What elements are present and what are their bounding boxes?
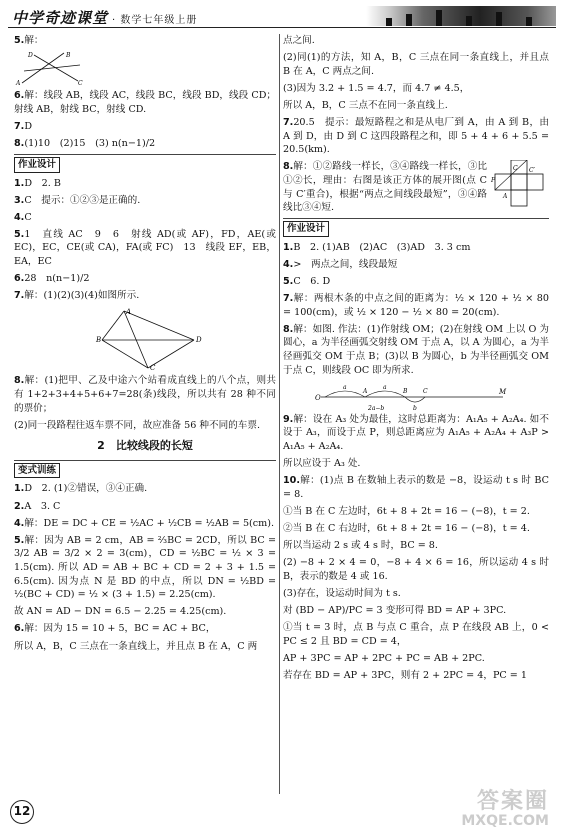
- list-item: 所以应设于 A₃ 处.: [283, 458, 361, 470]
- list-item: 1.B 2. (1)AB (2)AC (3)AD 3. 3 cm: [283, 241, 471, 253]
- list-item: 6.解：因为 15 = 10 + 5，BC = AC + BC，: [14, 623, 216, 635]
- section-label-homework-right: 作业设计: [283, 221, 329, 236]
- list-item: 4.C: [14, 211, 32, 223]
- list-item: 所以 A，B，C 三点不在同一条直线上.: [283, 99, 448, 111]
- list-item: 5.解：因为 AB = 2 cm，AB = ⅔BC = 2CD，所以 BC = 3/2 AB = 3/2 × 2 = 3(cm)，CD = ½BC = ½ × 3 = 1.5(cm). 所以 AD = AB + BC + CD = 2 + 3 + 1.5 = 6.5(cm). 因为点 N 是 BD 的中点，所以 DN = ½BD = ½(BC + CD) = ½ × (3 + 1.5) = 2.25(cm).: [14, 534, 276, 601]
- svg-text:C: C: [150, 364, 156, 373]
- list-item: 若存在 BD = AP + 3PC，则有 2 + 2PC = 4，PC = 1: [283, 670, 527, 682]
- page-header: [8, 6, 556, 28]
- column-divider: [279, 34, 280, 794]
- left-after-list: [14, 374, 276, 432]
- list-item: 7.解：两根木条的中点之间的距离为：½ × 120 + ½ × 80 = 100(cm)，或 ½ × 120 − ½ × 80 = 20(cm).: [283, 293, 549, 318]
- list-item: 所以 A，B，C 三点在一条直线上，并且点 B 在 A，C 两: [14, 640, 258, 652]
- book-brand: [12, 8, 197, 29]
- svg-text:C′: C′: [529, 167, 535, 175]
- list-item: 7.解：(1)(2)(3)(4)如图所示.: [14, 290, 140, 302]
- list-item: (2)同一段路程往返车票不同，故应准备 56 种不同的车票.: [14, 419, 261, 431]
- right-after-list: [283, 413, 549, 683]
- cube-net-figure: [489, 160, 549, 210]
- list-item: 8.解：如图. 作法：(1)作射线 OM；(2)在射线 OM 上以 O 为圆心，a 为半径画弧交射线 OM 于点 A，以 A 为圆心，a 为半径画弧交 OM 于点 B；(3)以 B 为圆心，b 为半径画弧交 OM 于点 C，则线段 OC 即为所求.: [283, 323, 549, 376]
- svg-text:B: B: [403, 387, 408, 395]
- list-item: 8.解：(1)把甲、乙及中途六个站看成直线上的八个点，则共有 1+2+3+4+5+6+7=28(条)线段，所以共有 28 种不同的票价；: [14, 375, 276, 414]
- list-item: 10.解：(1)点 B 在数轴上表示的数是 −8，设运动 t s 时 BC = 8.: [283, 475, 549, 500]
- list-item: 对 (BD − AP)/PC = 3 变形可得 BD = AP + 3PC.: [283, 605, 507, 617]
- svg-text:A: A: [363, 387, 368, 395]
- right-top-list: [283, 34, 549, 215]
- list-item: AP + 3PC = AP + 2PC + PC = AB + 2PC.: [283, 652, 485, 664]
- list-item: ①当 t = 3 时，点 B 与点 C 重合，点 P 在线段 AB 上，0 < PC ≤ 2 且 BD = CD = 4，: [283, 622, 549, 647]
- svg-text:a: a: [343, 383, 347, 391]
- crossing-lines-figure: [14, 51, 84, 87]
- list-item: (2) −8 + 2 × 4 = 0，−8 + 4 × 6 = 16，所以运动 4 s 时 B，表示的数是 4 或 16.: [283, 557, 549, 582]
- list-item: 9.解：设在 A₃ 处为最佳，这时总距离为：A₁A₅ + A₂A₄. 如不设于 A₃，而设于点 P，则总距离应为 A₁A₅ + A₂A₄ + A₃P > A₁A₅ + A₂A₄.: [283, 413, 549, 452]
- page-number: 12: [10, 800, 34, 824]
- list-item: 6.解：线段 AB，线段 AC，线段 BC，线段 BD，线段 CD；射线 AB，射线 BC，射线 CD.: [14, 90, 276, 115]
- svg-text:C: C: [423, 387, 428, 395]
- svg-text:C: C: [78, 80, 83, 88]
- watermark-line2: MXQE.COM: [461, 813, 549, 830]
- list-item: 8.解：①②路线一样长，③④路线一样长，③比①②长，理由：右图是该正方体的展开图(点 C 与 C′重合)，根据“两点之间线段最短”，③④路线比③④短.: [283, 161, 487, 214]
- left-top-list: [14, 34, 276, 151]
- svg-text:A: A: [126, 308, 132, 317]
- list-item: 1.D 2. B: [14, 177, 61, 189]
- svg-text:C: C: [513, 165, 518, 173]
- list-item: 6.28 n(n−1)/2: [14, 273, 90, 285]
- svg-text:b: b: [413, 404, 417, 411]
- list-item: (2)同(1)的方法，知 A，B，C 三点在同一条直线上，并且点 B 在 A，C 两点之间.: [283, 52, 549, 77]
- list-item: 点之间.: [283, 35, 315, 46]
- watermark-line1: 答案圈: [476, 789, 549, 814]
- list-item: ①当 B 在 C 左边时，6t + 8 + 2t = 16 − (−8)，t = 2.: [283, 505, 530, 517]
- list-item: 7.D: [14, 120, 33, 132]
- svg-text:a: a: [383, 383, 387, 391]
- list-item: 5.C 6. D: [283, 276, 331, 288]
- right-homework-list: [283, 241, 549, 377]
- svg-text:B: B: [96, 336, 102, 345]
- book-series: · 数学七年级上册: [112, 15, 198, 26]
- svg-text:A: A: [503, 193, 508, 201]
- list-item: (3)存在，设运动时间为 t s.: [283, 587, 401, 599]
- list-item: 所以当运动 2 s 或 4 s 时，BC = 8.: [283, 540, 438, 552]
- section-title: 2 比较线段的长短: [97, 439, 193, 453]
- right-column: [283, 34, 549, 686]
- header-banner-image: [366, 6, 556, 26]
- list-item: 8.(1)10 (2)15 (3) n(n−1)/2: [14, 137, 156, 149]
- svg-text:M: M: [499, 387, 507, 396]
- list-item: 5.解：: [14, 35, 44, 46]
- left-column: [14, 34, 276, 657]
- segment-construction-figure: [313, 381, 513, 411]
- section-label-practice: 变式训练: [14, 463, 60, 478]
- svg-text:D: D: [28, 52, 33, 60]
- svg-text:A: A: [16, 80, 21, 88]
- section-label-homework: 作业设计: [14, 157, 60, 172]
- list-item: 1.D 2. (1)②错误，③④正确.: [14, 483, 148, 495]
- list-item: (3)因为 3.2 + 1.5 = 4.7，而 4.7 ≠ 4.5，: [283, 82, 470, 94]
- brand-text: 中学奇迹课堂: [12, 9, 109, 27]
- list-item: 7.20.5 提示：最短路程之和是从电厂到 A，由 A 到 B，由 A 到 D，由 D 到 C 这四段路程之和，即 5 + 4 + 6 + 5.5 = 20.5(km).: [283, 117, 549, 156]
- svg-text:D: D: [196, 336, 202, 345]
- watermark-logo: [461, 790, 549, 830]
- svg-text:O: O: [315, 393, 321, 402]
- geometry-figure: [94, 306, 204, 372]
- svg-text:2a−b: 2a−b: [368, 404, 385, 411]
- list-item: 4.解：DE = DC + CE = ½AC + ½CB = ½AB = 5(cm).: [14, 517, 275, 529]
- list-item: 5.1 直线 AC 9 6 射线 AD(或 AF)，FD，AE(或 EC)，EC，CE(或 CA)，FA(或 FC) 13 线段 EF，EB，EA，EC: [14, 228, 276, 268]
- list-item: 故 AN = AD − DN = 6.5 − 2.25 = 4.25(cm).: [14, 606, 227, 618]
- left-homework-list: [14, 177, 276, 303]
- list-item: 3.C 提示：①②③是正确的.: [14, 194, 141, 206]
- list-item: 4.> 两点之间，线段最短: [283, 258, 398, 270]
- list-item: ②当 B 在 C 右边时，6t + 8 + 2t = 16 − (−8)，t = 4.: [283, 523, 530, 535]
- svg-text:F: F: [491, 177, 496, 185]
- list-item: 2.A 3. C: [14, 500, 61, 512]
- left-practice-list: [14, 482, 276, 653]
- svg-text:B: B: [66, 52, 71, 60]
